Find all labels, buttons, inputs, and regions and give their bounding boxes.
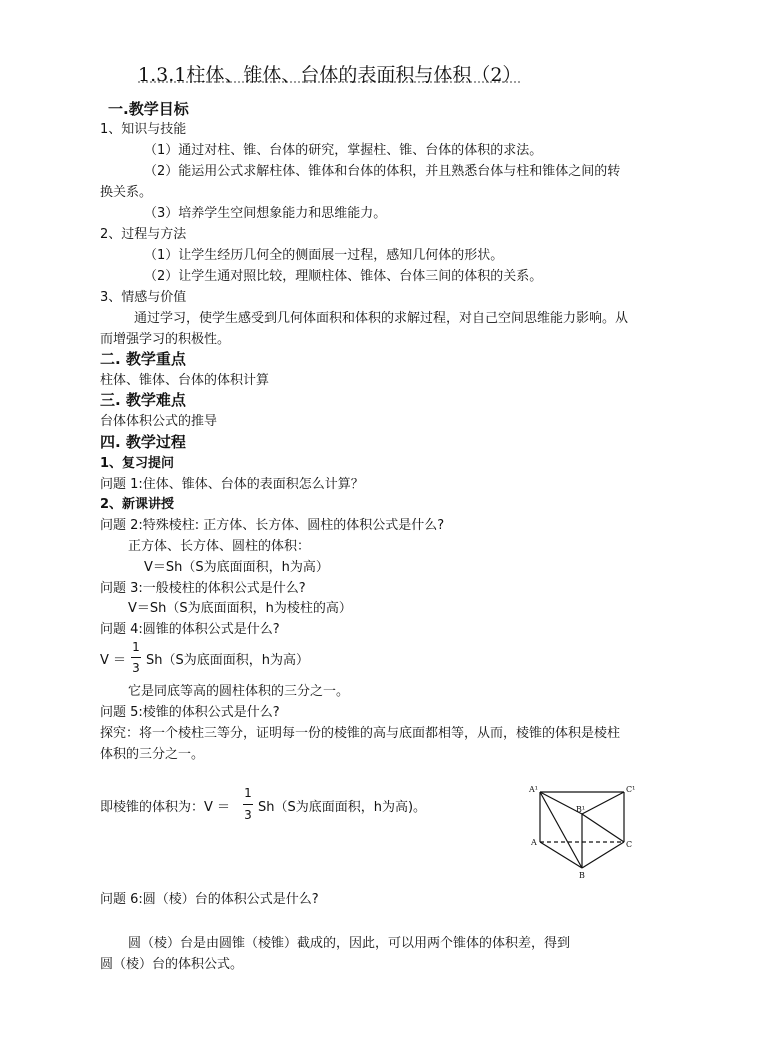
question-5: 问题 5:棱锥的体积公式是什么?	[100, 705, 280, 720]
objective-item: （1）通过对柱、锥、台体的研究，掌握柱、锥、台体的体积的求法。	[144, 143, 543, 158]
objective-item: （2）让学生通对照比较，理顺柱体、锥体、台体三间的体积的关系。	[144, 269, 543, 284]
objective-item: （1）让学生经历几何全的侧面展一过程，感知几何体的形状。	[144, 248, 504, 263]
formula-prism: V＝Sh（S为底面面积，h为高）	[144, 560, 329, 575]
fraction-numerator: 1	[132, 640, 140, 654]
answer-line: 圆（棱）台的体积公式。	[100, 957, 244, 972]
page-title: 1.3.1柱体、锥体、台体的表面积与体积（2）	[138, 64, 522, 86]
paragraph-line: 而增强学习的积极性。	[100, 332, 231, 347]
section-heading-objectives: 一.教学目标	[108, 100, 189, 118]
objective-item-continued: 换关系。	[100, 185, 153, 200]
edge-c1-b1	[582, 792, 624, 814]
subsection-knowledge: 1、知识与技能	[100, 122, 187, 137]
section-heading-difficulties: 三. 教学难点	[100, 391, 186, 409]
question-6: 问题 6:圆（棱）台的体积公式是什么?	[100, 892, 319, 907]
fraction-denominator: 3	[244, 808, 252, 822]
question-2: 问题 2:特殊棱柱: 正方体、长方体、圆柱的体积公式是什么?	[100, 518, 445, 533]
question-3: 问题 3:一般棱柱的体积公式是什么?	[100, 581, 306, 596]
answer-line: 正方体、长方体、圆柱的体积：	[128, 539, 311, 554]
cut-b1-c	[582, 814, 624, 842]
label-a: A	[531, 838, 537, 847]
objective-item: （2）能运用公式求解柱体、锥体和台体的体积，并且熟悉台体与柱和锥体之间的转	[144, 164, 621, 179]
answer-line: 圆（棱）台是由圆锥（棱锥）截成的，因此，可以用两个锥体的体积差，得到	[128, 936, 571, 951]
fraction-numerator: 1	[244, 786, 252, 800]
paragraph-line: 通过学习，使学生感受到几何体面积和体积的求解过程，对自己空间思维能力影响。从	[134, 311, 629, 326]
label-c1: C¹	[626, 785, 636, 794]
objective-item: （3）培养学生空间想象能力和思维能力。	[144, 206, 387, 221]
explore-line: 体积的三分之一。	[100, 747, 205, 762]
triangular-prism-figure	[526, 780, 646, 880]
pyramid-formula-prefix: 即棱锥的体积为：V ＝	[100, 800, 231, 815]
subsection-emotion: 3、情感与价值	[100, 290, 187, 305]
fraction-denominator: 3	[132, 661, 140, 675]
difficulties-text: 台体体积公式的推导	[100, 414, 218, 429]
cone-formula-v: V ＝	[100, 653, 127, 668]
cone-formula-tail: Sh（S为底面面积，h为高）	[146, 653, 309, 668]
label-b: B	[579, 871, 585, 880]
subsection-process: 2、过程与方法	[100, 227, 187, 242]
edge-c-b	[582, 842, 624, 868]
edge-a-b	[540, 842, 582, 868]
section-heading-process: 四. 教学过程	[100, 433, 186, 451]
formula-general-prism: V＝Sh（S为底面面积，h为棱柱的高）	[128, 601, 352, 616]
question-4: 问题 4:圆锥的体积公式是什么?	[100, 622, 280, 637]
explore-line: 探究：将一个棱柱三等分，证明每一份的棱锥的高与底面都相等，从而，棱锥的体积是棱柱	[100, 726, 621, 741]
fraction-bar	[243, 804, 253, 805]
subheading-review: 1、复习提问	[100, 456, 175, 471]
label-c: C	[626, 840, 633, 849]
question-1: 问题 1:住体、锥体、台体的表面积怎么计算？	[100, 477, 364, 492]
label-a1: A¹	[529, 785, 538, 794]
key-points-text: 柱体、锥体、台体的体积计算	[100, 373, 270, 388]
fraction-bar	[131, 657, 141, 658]
cone-note: 它是同底等高的圆柱体积的三分之一。	[128, 684, 350, 699]
subheading-new-lesson: 2、新课讲授	[100, 497, 175, 512]
section-heading-key-points: 二. 教学重点	[100, 350, 186, 368]
pyramid-formula-tail: Sh（S为底面面积，h为高)。	[258, 800, 427, 815]
label-b1: B¹	[576, 805, 586, 814]
